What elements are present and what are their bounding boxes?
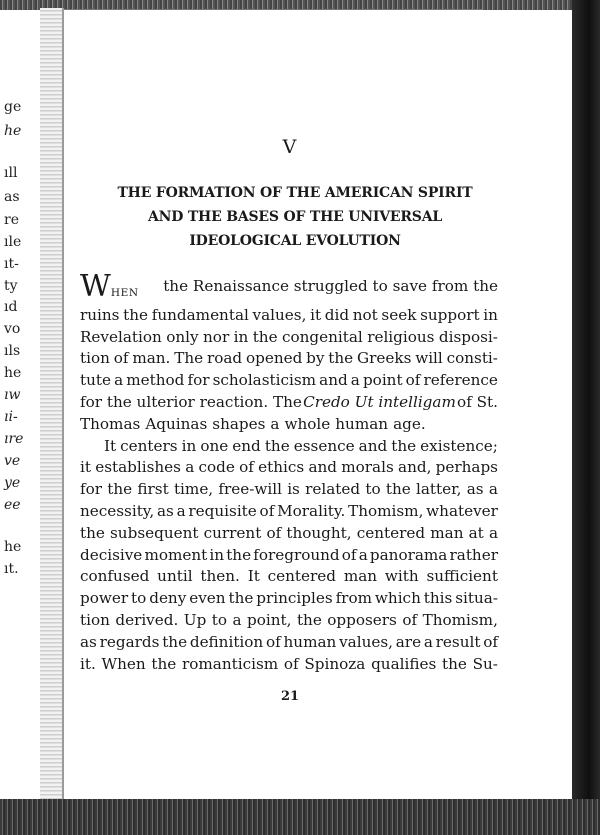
word: Su-: [472, 654, 498, 673]
word: reference: [423, 371, 498, 390]
word: result: [435, 632, 481, 651]
word: morals: [341, 458, 394, 477]
word: romanticism: [182, 654, 279, 673]
text-line: [80, 370, 498, 392]
word: man: [343, 567, 378, 586]
word: from: [335, 589, 372, 608]
word: Revelation: [80, 327, 162, 346]
text-line: [80, 305, 498, 327]
word: necessity,: [80, 501, 155, 520]
word: principles: [256, 589, 333, 608]
word: requisite: [188, 501, 257, 520]
word: will: [415, 349, 443, 368]
word: point,: [247, 610, 292, 629]
word: centered: [356, 523, 426, 542]
facing-page-fragments: [0, 0, 38, 800]
word: perhaps: [435, 458, 498, 477]
word: a: [350, 371, 360, 390]
text-line: [80, 523, 498, 545]
word: a: [114, 371, 124, 390]
word: at: [468, 523, 484, 542]
word: whatever: [426, 501, 498, 520]
word: did: [324, 305, 350, 324]
word: of: [113, 349, 129, 368]
word: support: [420, 305, 480, 324]
word: with: [384, 567, 419, 586]
word: ruins: [80, 305, 120, 324]
word: a: [176, 501, 186, 520]
word: the: [441, 654, 467, 673]
word: shapes: [212, 414, 266, 433]
text-line: [80, 588, 498, 610]
word: man: [430, 523, 464, 542]
word: of: [283, 654, 299, 673]
facing-fragment: vo: [4, 321, 21, 337]
word: tute: [80, 371, 111, 390]
word: and,: [398, 458, 432, 477]
word: of: [265, 632, 281, 651]
word: confused: [80, 567, 150, 586]
word: it: [80, 458, 91, 477]
word: the: [162, 632, 188, 651]
text-line: [80, 348, 498, 370]
word: current: [203, 523, 262, 542]
chapter-number: V: [282, 136, 298, 158]
word: as: [156, 501, 174, 520]
word: power: [80, 589, 129, 608]
word: the: [264, 436, 290, 455]
word: of: [483, 632, 498, 651]
word: sufficient: [426, 567, 498, 586]
facing-fragment: re: [4, 212, 19, 228]
word: the: [385, 480, 411, 499]
word: Thomism,: [422, 610, 498, 629]
word: decisive: [80, 545, 143, 564]
word: whole: [284, 414, 331, 433]
word: congenital: [281, 327, 363, 346]
word: centers: [120, 436, 178, 455]
word: point: [362, 371, 403, 390]
text-line: [80, 392, 498, 414]
word: related: [305, 480, 361, 499]
word: by: [306, 349, 325, 368]
opening-words: [80, 269, 139, 305]
small-caps-word: HEN: [110, 287, 139, 299]
word: The: [174, 349, 204, 368]
word: derived.: [115, 610, 179, 629]
text-line: [80, 654, 498, 676]
text-line: [80, 457, 498, 479]
facing-fragment: ıre: [4, 431, 24, 447]
word: the: [226, 545, 252, 564]
word: in: [233, 327, 249, 346]
facing-fragment: he: [4, 365, 22, 381]
word: age.: [393, 414, 426, 433]
facing-fragment: he: [4, 123, 22, 139]
word: latter,: [415, 480, 462, 499]
word: foreground: [253, 545, 340, 564]
word: Thomas: [80, 414, 141, 433]
word: to: [131, 589, 147, 608]
word: end: [232, 436, 261, 455]
word: of: [402, 610, 418, 629]
text-line: [80, 501, 498, 523]
word: is: [287, 480, 300, 499]
text-line: [80, 610, 498, 632]
word: thought,: [286, 523, 352, 542]
facing-fragment: ıle: [4, 234, 22, 250]
word: moment: [144, 545, 208, 564]
chapter-title-line: AND THE BASES OF THE UNIVERSAL: [147, 209, 443, 225]
word: values,: [339, 632, 393, 651]
word: panorama: [369, 545, 448, 564]
body-text: [80, 269, 498, 675]
word: a: [423, 632, 433, 651]
word: are: [395, 632, 422, 651]
facing-fragment: he: [4, 539, 22, 555]
chapter-title-line: IDEOLOGICAL EVOLUTION: [189, 233, 401, 249]
word: the: [228, 589, 254, 608]
facing-fragment: ıw: [4, 387, 21, 403]
word: tion: [80, 610, 110, 629]
word: nor: [203, 327, 230, 346]
text-line: [80, 269, 498, 305]
word: values,: [252, 305, 307, 324]
first-line-text: the Renaissance struggled to save from the: [163, 277, 498, 295]
scan-top-line: [62, 9, 482, 10]
word: then.: [200, 567, 240, 586]
word: of: [405, 371, 421, 390]
word: even: [189, 589, 226, 608]
word: of: [266, 523, 282, 542]
word: the: [80, 523, 105, 542]
facing-fragment: ıi-: [4, 409, 18, 425]
drop-cap: W: [80, 269, 111, 304]
line-part: of St.: [457, 392, 498, 411]
text-line: [80, 545, 498, 567]
word: Aquinas: [145, 414, 208, 433]
gutter-edge: [62, 8, 64, 803]
word: centered: [267, 567, 336, 586]
text-line: [80, 479, 498, 501]
word: in: [181, 436, 197, 455]
word: tion: [80, 349, 110, 368]
word: method: [126, 371, 185, 390]
text-line: [80, 414, 498, 436]
word: as: [466, 480, 484, 499]
word: opposers: [327, 610, 397, 629]
word: scholasticism: [212, 371, 317, 390]
word: one: [200, 436, 229, 455]
facing-fragment: ee: [4, 497, 21, 513]
word: seek: [381, 305, 417, 324]
word: road: [206, 349, 243, 368]
word: Greeks: [357, 349, 412, 368]
word: religious: [367, 327, 435, 346]
text-line: [80, 566, 498, 588]
word: It: [247, 567, 260, 586]
word: subsequent: [110, 523, 199, 542]
text-line: [80, 327, 498, 349]
facing-fragment: ye: [4, 475, 21, 491]
word: it.: [80, 654, 96, 673]
word: rather: [449, 545, 498, 564]
word: human: [283, 632, 337, 651]
word: of: [259, 501, 275, 520]
word: to: [365, 480, 381, 499]
word: essence: [293, 436, 355, 455]
word: man.: [132, 349, 171, 368]
word: existence;: [420, 436, 498, 455]
word: definition: [189, 632, 264, 651]
word: consti-: [446, 349, 498, 368]
facing-fragment: ıll: [4, 165, 18, 181]
word: the: [296, 610, 322, 629]
word: ethics: [258, 458, 305, 477]
facing-fragment: ty: [4, 278, 18, 294]
scan-bottom-border: [0, 799, 600, 835]
word: time,: [173, 480, 214, 499]
word: human: [335, 414, 389, 433]
word: the: [107, 480, 133, 499]
word: first: [137, 480, 169, 499]
word: the: [391, 436, 417, 455]
word: and: [308, 458, 337, 477]
word: a: [488, 523, 498, 542]
scan-right-border: [572, 0, 600, 835]
word: Up: [183, 610, 207, 629]
word: a: [270, 414, 280, 433]
word: it: [310, 305, 322, 324]
chapter-title: [100, 181, 490, 253]
facing-fragment: ge: [4, 99, 22, 115]
facing-fragment: ıd: [4, 299, 18, 315]
facing-fragment: as: [4, 189, 20, 205]
word: not: [352, 305, 378, 324]
word: establishes: [95, 458, 181, 477]
facing-fragment: ve: [4, 453, 21, 469]
word: in: [209, 545, 225, 564]
word: When: [101, 654, 146, 673]
facing-fragment: ıls: [4, 343, 21, 359]
word: the: [123, 305, 149, 324]
page-number: 21: [280, 689, 300, 704]
word: for: [80, 480, 103, 499]
word: which: [374, 589, 421, 608]
word: code: [198, 458, 235, 477]
chapter-title-line: THE FORMATION OF THE AMERICAN SPIRIT: [117, 185, 473, 201]
word: in: [483, 305, 498, 324]
word: the: [151, 654, 177, 673]
word: for: [187, 371, 210, 390]
word: opened: [245, 349, 303, 368]
word: qualifies: [371, 654, 437, 673]
word: Thomism,: [348, 501, 424, 520]
word: situa-: [455, 589, 498, 608]
word: It: [104, 436, 117, 455]
word: fundamental: [151, 305, 249, 324]
word: until: [157, 567, 193, 586]
word: of: [239, 458, 254, 477]
word: and: [319, 371, 348, 390]
word: deny: [149, 589, 187, 608]
text-line: [80, 436, 498, 458]
facing-fragment: ıt.: [4, 561, 19, 577]
word: the: [252, 327, 278, 346]
word: a: [358, 545, 368, 564]
line-part: for the ulterior reaction. The: [80, 392, 302, 411]
word: regards: [99, 632, 160, 651]
text-line: [80, 632, 498, 654]
italic-phrase: Credo Ut intelligam: [303, 392, 456, 411]
word: only: [166, 327, 199, 346]
word: a: [232, 610, 242, 629]
word: Spinoza: [304, 654, 366, 673]
word: a: [488, 480, 498, 499]
word: of: [341, 545, 357, 564]
word: the: [328, 349, 354, 368]
word: and: [358, 436, 388, 455]
word: as: [80, 632, 97, 651]
word: Morality.: [277, 501, 346, 520]
word: disposi-: [438, 327, 498, 346]
facing-fragment: ıt-: [4, 256, 19, 272]
book-gutter: [40, 8, 64, 803]
word: to: [211, 610, 228, 629]
word: free-will: [218, 480, 282, 499]
word: this: [423, 589, 453, 608]
word: a: [185, 458, 195, 477]
